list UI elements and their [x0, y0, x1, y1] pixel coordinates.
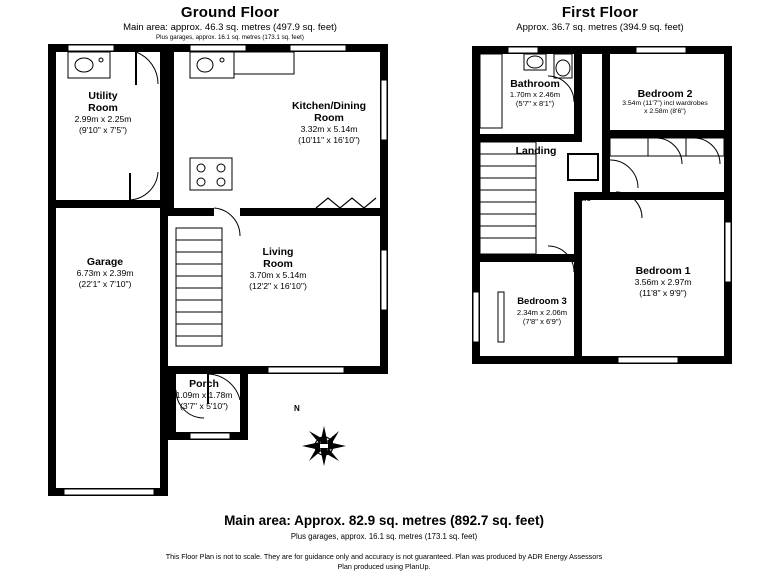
room-dim-bedroom1-imperial: (11'8" x 9'9"): [639, 287, 687, 298]
room-dim-bedroom2-imperial: x 2.58m (8'6"): [644, 108, 686, 116]
ground-floor-subtitle2: Plus garages, approx. 16.1 sq. metres (173.1 sq. feet): [156, 34, 304, 41]
room-name-landing: Landing: [515, 145, 557, 157]
room-name-garage: Garage: [86, 256, 124, 268]
room-dim-garage-imperial: (22'1" x 7'10"): [78, 278, 132, 289]
compass-north-label: N: [294, 404, 300, 413]
room-label-bedroom-1: [602, 265, 724, 298]
footer-disclaimer-line1: This Floor Plan is not to scale. They are for guidance only and accuracy is not guaranteed. Plan was produced by ADR Energy Assessors: [165, 552, 603, 561]
room-dim-porch-imperial: (3'7" x 5'10"): [179, 400, 229, 411]
room-name-utility-line1: Utility: [88, 90, 118, 102]
room-dim-bedroom2-metric: 3.54m (11'7") incl wardrobes: [622, 100, 708, 107]
room-dim-living-metric: 3.70m x 5.14m: [249, 270, 307, 280]
ground-floor-title: Ground Floor: [180, 4, 280, 21]
room-name-kitchen-line2: Room: [314, 112, 344, 124]
room-name-kitchen-line1: Kitchen/Dining: [291, 100, 367, 112]
room-dim-kitchen-metric: 3.32m x 5.14m: [300, 124, 358, 134]
room-dim-garage-metric: 6.73m x 2.39m: [76, 268, 134, 278]
room-name-bedroom-1: Bedroom 1: [635, 265, 691, 277]
room-label-porch: [152, 378, 256, 411]
room-name-living-line2: Room: [263, 258, 293, 270]
footer-garage-area: Plus garages, approx. 16.1 sq. metres (173.1 sq. feet): [290, 532, 478, 541]
room-dim-utility-metric: 2.99m x 2.25m: [74, 114, 132, 124]
room-name-porch: Porch: [189, 378, 219, 390]
hwc-label: HWC: [577, 197, 591, 203]
room-name-living-line1: Living: [262, 246, 294, 258]
room-dim-bedroom3-metric: 2.34m x 2.06m: [516, 308, 568, 317]
room-dim-bathroom-imperial: (5'7" x 8'1"): [515, 99, 555, 109]
room-label-utility: [48, 90, 158, 135]
first-floor-subtitle: Approx. 36.7 sq. metres (394.9 sq. feet): [516, 22, 684, 33]
room-label-bedroom-3: [487, 296, 597, 327]
room-name-bathroom: Bathroom: [510, 78, 560, 90]
room-dim-porch-metric: 1.09m x 1.78m: [175, 390, 233, 400]
first-floor-title: First Floor: [561, 4, 639, 21]
room-dim-bedroom3-imperial: (7'8" x 6'9"): [522, 317, 562, 327]
room-name-utility-line2: Room: [88, 102, 118, 114]
room-name-bedroom-2: Bedroom 2: [637, 88, 693, 100]
room-dim-bathroom-metric: 1.70m x 2.46m: [509, 90, 561, 99]
room-label-garage: [50, 256, 160, 289]
room-dim-living-imperial: (12'2" x 16'10"): [249, 280, 307, 291]
room-label-bedroom-2: [600, 88, 730, 117]
room-name-bedroom-3: Bedroom 3: [517, 296, 567, 307]
room-dim-utility-imperial: (9'10" x 7'5"): [78, 124, 128, 135]
room-dim-kitchen-imperial: (10'11" x 16'10"): [298, 134, 360, 145]
room-dim-bedroom1-metric: 3.56m x 2.97m: [634, 277, 692, 287]
room-label-living-room: [222, 246, 334, 291]
room-label-bathroom: [482, 78, 588, 109]
room-label-landing: [492, 145, 580, 157]
footer-disclaimer-line2: Plan produced using PlanUp.: [337, 562, 431, 571]
ground-floor-subtitle: Main area: approx. 46.3 sq. metres (497.9 sq. feet): [123, 22, 337, 33]
footer-main-area: Main area: Approx. 82.9 sq. metres (892.7 sq. feet): [224, 513, 544, 528]
compass-rose: [288, 404, 360, 476]
room-label-kitchen-dining: [262, 100, 396, 145]
